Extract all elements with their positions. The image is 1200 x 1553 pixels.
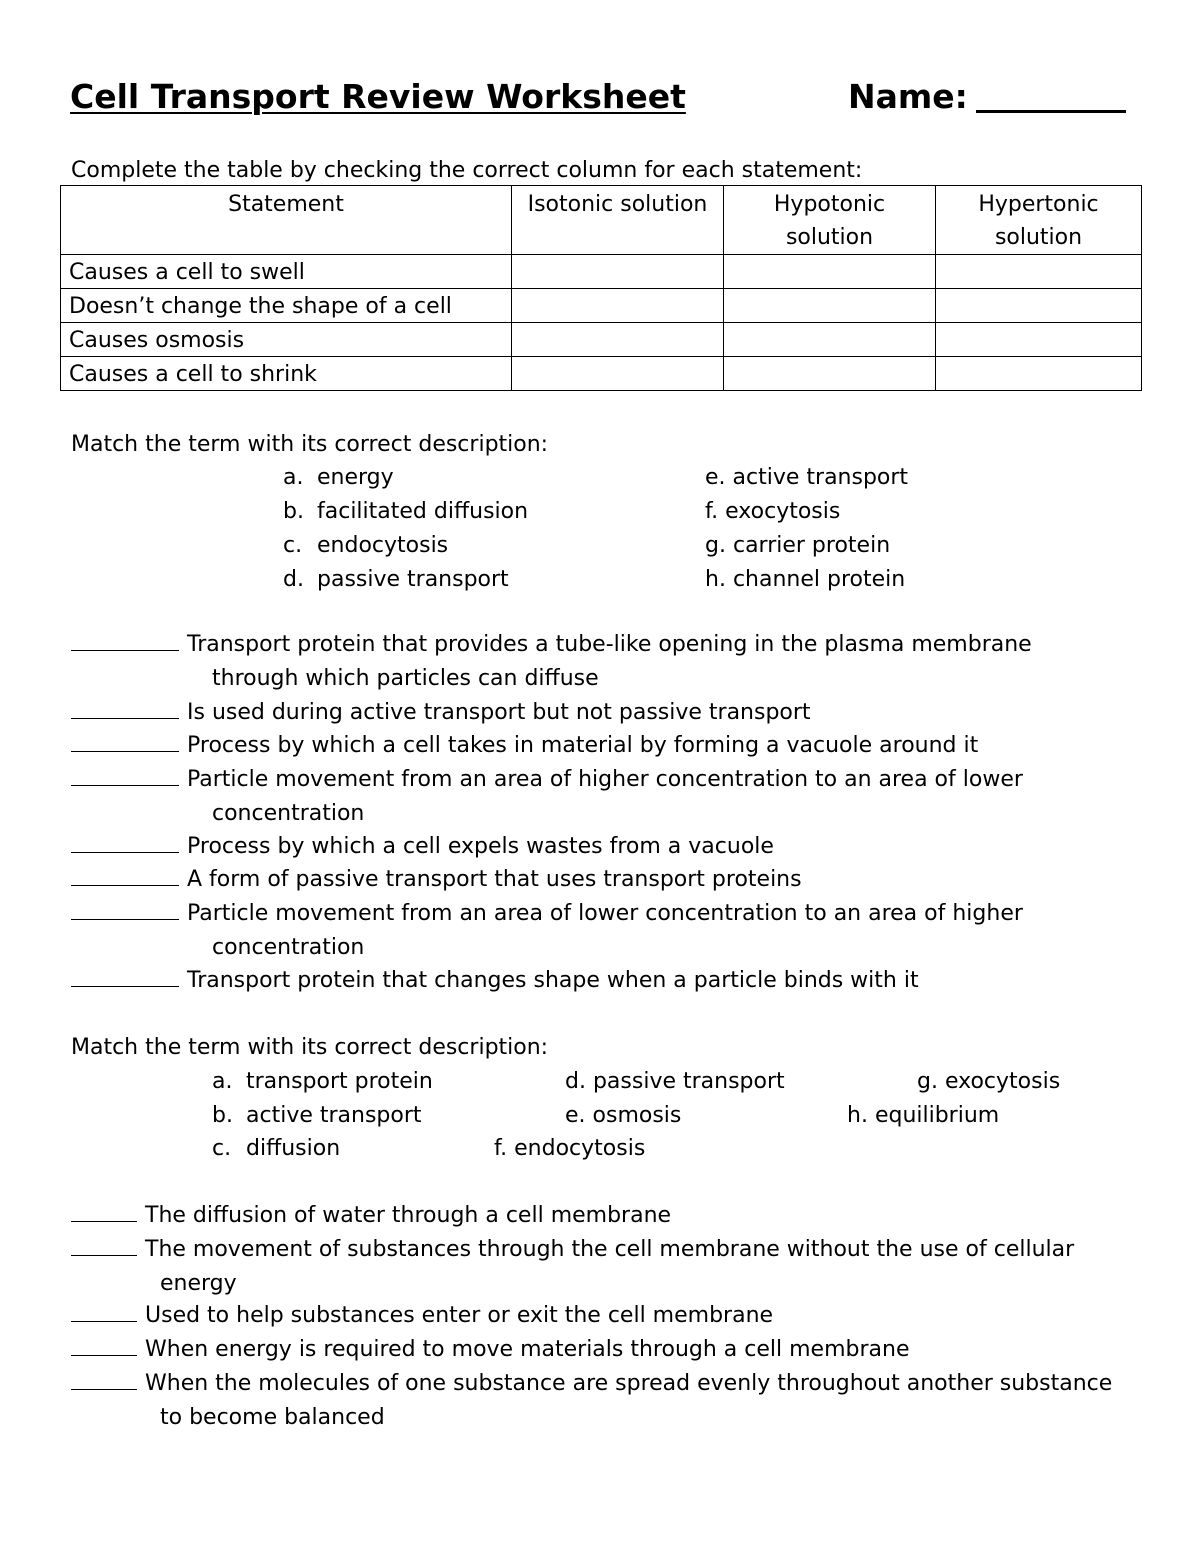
term-text: energy <box>317 465 394 490</box>
term-item <box>283 467 394 489</box>
term-text: passive transport <box>592 1069 785 1094</box>
question-text: Transport protein that provides a tube-like opening in the plasma membrane <box>187 632 1032 657</box>
question-item <box>71 830 774 864</box>
term-item <box>847 1105 999 1127</box>
question-text: The diffusion of water through a cell membrane <box>145 1203 672 1228</box>
check-cell-isotonic[interactable] <box>512 323 724 357</box>
term-letter: c. <box>212 1136 232 1161</box>
question-text-continued: concentration <box>212 935 365 960</box>
term-item <box>705 467 908 489</box>
question-text: Is used during active transport but not passive transport <box>187 700 811 725</box>
statement-cell: Causes a cell to swell <box>61 255 512 289</box>
answer-blank[interactable] <box>71 1387 137 1390</box>
name-blank[interactable] <box>976 82 1126 113</box>
question-item <box>71 1199 671 1233</box>
term-text: passive transport <box>317 567 509 592</box>
term-text: exocytosis <box>944 1069 1061 1094</box>
answer-blank[interactable] <box>71 1219 137 1222</box>
statement-cell: Causes a cell to shrink <box>61 357 512 391</box>
term-letter: g. <box>705 533 726 558</box>
question-item <box>71 863 802 897</box>
term-text: diffusion <box>246 1136 341 1161</box>
statement-cell: Causes osmosis <box>61 323 512 357</box>
term-item <box>917 1071 1060 1093</box>
term-text: channel protein <box>732 567 906 592</box>
term-text: endocytosis <box>514 1136 646 1161</box>
term-letter: d. <box>283 567 304 592</box>
question-text: When energy is required to move materials through a cell membrane <box>145 1337 910 1362</box>
column-header-statement: Statement <box>61 186 512 255</box>
table-row <box>61 357 1142 391</box>
question-text: Used to help substances enter or exit the cell membrane <box>145 1303 774 1328</box>
term-letter: h. <box>847 1103 868 1128</box>
check-cell-hypertonic[interactable] <box>936 289 1142 323</box>
check-cell-hypertonic[interactable] <box>936 255 1142 289</box>
term-item <box>283 569 509 591</box>
question-item <box>71 729 978 763</box>
question-text-continued: concentration <box>212 801 365 826</box>
column-header-isotonic: Isotonic solution <box>512 186 724 255</box>
question-item <box>71 1333 909 1367</box>
check-cell-hypertonic[interactable] <box>936 323 1142 357</box>
term-item <box>565 1071 785 1093</box>
check-cell-hypotonic[interactable] <box>724 357 936 391</box>
question-item <box>71 964 919 998</box>
term-letter: c. <box>283 533 303 558</box>
question-text-continued: through which particles can diffuse <box>212 666 599 691</box>
question-item <box>71 1367 1112 1435</box>
question-text: When the molecules of one substance are spread evenly throughout another substance <box>145 1371 1113 1396</box>
term-letter: a. <box>212 1069 233 1094</box>
check-cell-isotonic[interactable] <box>512 357 724 391</box>
term-text: endocytosis <box>317 533 449 558</box>
term-text: exocytosis <box>725 499 841 524</box>
matching-instruction-2: Match the term with its correct description: <box>71 1035 549 1060</box>
term-text: carrier protein <box>732 533 891 558</box>
question-text: Process by which a cell takes in material by forming a vacuole around it <box>187 733 979 758</box>
statement-cell: Doesn’t change the shape of a cell <box>61 289 512 323</box>
answer-blank[interactable] <box>71 1353 137 1356</box>
term-item <box>283 535 448 557</box>
term-letter: b. <box>212 1103 233 1128</box>
term-item <box>212 1105 422 1127</box>
question-item <box>71 1233 1074 1301</box>
table-row <box>61 323 1142 357</box>
question-text-continued: energy <box>160 1271 237 1296</box>
term-letter: f. <box>705 499 719 524</box>
answer-blank[interactable] <box>71 984 179 987</box>
term-letter: d. <box>565 1069 586 1094</box>
question-item <box>71 897 1023 965</box>
question-item <box>71 628 1032 696</box>
term-text: active transport <box>246 1103 422 1128</box>
answer-blank[interactable] <box>71 883 179 886</box>
check-cell-hypotonic[interactable] <box>724 255 936 289</box>
term-item <box>212 1071 433 1093</box>
question-text: Process by which a cell expels wastes from a vacuole <box>187 834 774 859</box>
table-row <box>61 289 1142 323</box>
term-letter: h. <box>705 567 726 592</box>
term-item <box>212 1138 340 1160</box>
term-letter: e. <box>705 465 726 490</box>
term-item <box>705 569 905 591</box>
page-title: Cell Transport Review Worksheet <box>70 77 686 116</box>
answer-blank[interactable] <box>71 917 179 920</box>
question-text: Transport protein that changes shape when a particle binds with it <box>187 968 919 993</box>
question-item <box>71 763 1023 831</box>
term-item <box>565 1105 681 1127</box>
table-header-row <box>61 186 1142 255</box>
term-letter: f. <box>494 1136 508 1161</box>
answer-blank[interactable] <box>71 716 179 719</box>
term-item <box>705 535 890 557</box>
term-item <box>494 1138 645 1160</box>
question-item <box>71 696 811 730</box>
term-letter: b. <box>283 499 304 524</box>
answer-blank[interactable] <box>71 749 179 752</box>
table-row <box>61 255 1142 289</box>
check-cell-hypotonic[interactable] <box>724 323 936 357</box>
term-letter: g. <box>917 1069 938 1094</box>
term-text: equilibrium <box>874 1103 1000 1128</box>
answer-blank[interactable] <box>71 1253 137 1256</box>
answer-blank[interactable] <box>71 1319 137 1322</box>
check-cell-hypotonic[interactable] <box>724 289 936 323</box>
column-header-hypertonic: Hypertonic solution <box>936 186 1142 255</box>
question-item <box>71 1299 773 1333</box>
term-text: transport protein <box>246 1069 433 1094</box>
name-field <box>848 77 1126 116</box>
term-item <box>283 501 528 523</box>
answer-blank[interactable] <box>71 850 179 853</box>
column-header-hypotonic: Hypotonic solution <box>724 186 936 255</box>
term-letter: a. <box>283 465 304 490</box>
question-text: A form of passive transport that uses transport proteins <box>187 867 802 892</box>
table-instruction: Complete the table by checking the correct column for each statement: <box>71 158 863 183</box>
answer-blank[interactable] <box>71 648 179 651</box>
matching-instruction-1: Match the term with its correct description: <box>71 432 549 457</box>
solution-table <box>60 185 1142 391</box>
check-cell-hypertonic[interactable] <box>936 357 1142 391</box>
term-item <box>705 501 840 523</box>
check-cell-isotonic[interactable] <box>512 289 724 323</box>
term-text: active transport <box>732 465 909 490</box>
term-text: osmosis <box>592 1103 682 1128</box>
question-text: The movement of substances through the cell membrane without the use of cellular <box>145 1237 1075 1262</box>
question-text-continued: to become balanced <box>160 1405 385 1430</box>
term-letter: e. <box>565 1103 586 1128</box>
question-text: Particle movement from an area of higher concentration to an area of lower <box>187 767 1023 792</box>
term-text: facilitated diffusion <box>317 499 529 524</box>
name-label: Name: <box>848 77 968 116</box>
check-cell-isotonic[interactable] <box>512 255 724 289</box>
answer-blank[interactable] <box>71 783 179 786</box>
question-text: Particle movement from an area of lower concentration to an area of higher <box>187 901 1023 926</box>
